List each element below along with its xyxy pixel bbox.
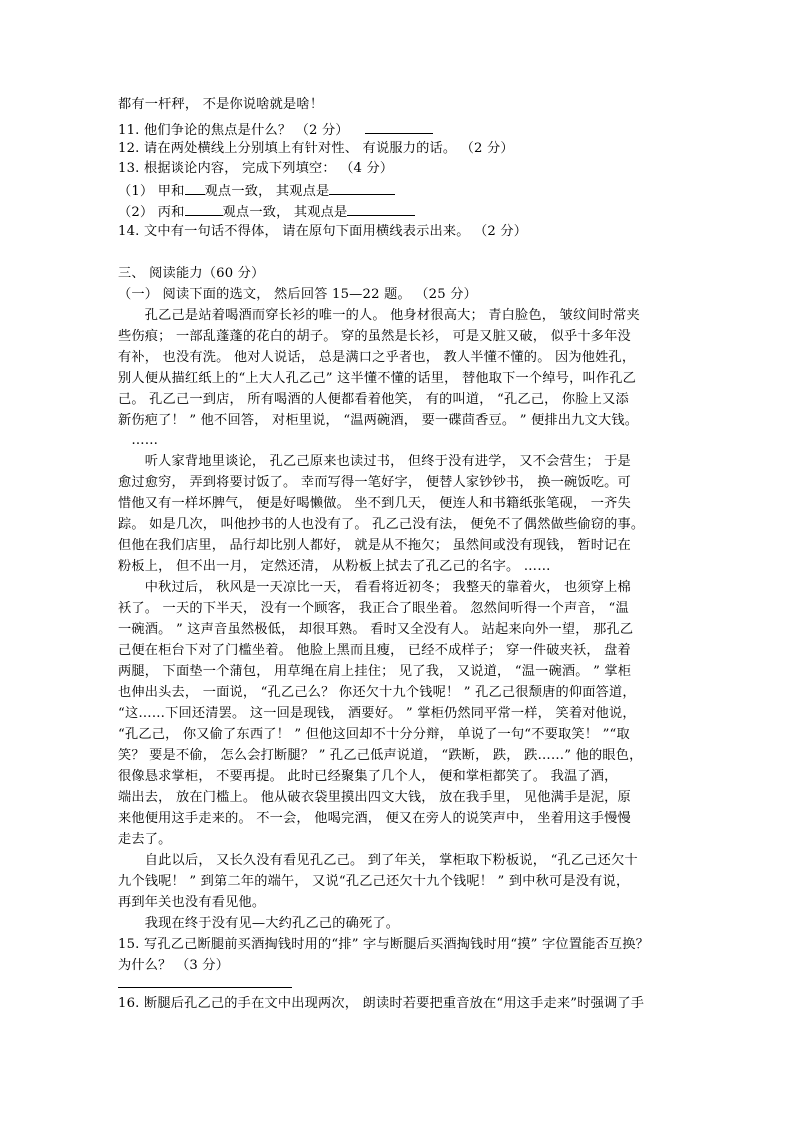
part-heading: （一） 阅读下面的选文， 然后回答 15—22 题。 （25 分） — [118, 287, 478, 302]
q13-2-suffix: 观点一致， 其观点是 — [222, 205, 348, 220]
passage-line: 听人家背地里谈论， 孔乙己原来也读过书， 但终于没有进学， 又不会营生； 于是 — [118, 454, 631, 469]
question-15-line-1: 15. 写孔乙己断腿前买酒掏钱时用的“排” 字与断腿后买酒掏钱时用“摸” 字位置能否互换？ — [118, 937, 650, 952]
passage-line: 己便在柜台下对了门槛坐着。 他脸上黑而且瘦， 已经不成样子； 穿一件破夹袄， 盘着 — [118, 643, 631, 658]
passage-line: “这……下回还清罢。 这一回是现钱， 酒要好。 ” 掌柜仍然同平常一样， 笑着对他说， — [118, 706, 636, 721]
passage-line: 惜他又有一样坏脾气， 便是好喝懒做。 坐不到几天， 便连人和书籍纸张笔砚， 一齐失 — [118, 496, 631, 511]
passage-line: 端出去， 放在门槛上。 他从破衣袋里摸出四文大钱， 放在我手里， 见他满手是泥，原 — [118, 790, 631, 805]
passage-line: “孔乙己， 你又偷了东西了！ ” 但他这回却不十分分辩， 单说了一句“不要取笑！ ”“取 — [118, 727, 630, 742]
passage-line: 再到年关也没有看见他。 — [118, 895, 266, 910]
passage-line: 我现在终于没有见—大约孔乙己的确死了。 — [118, 916, 400, 931]
passage-line: 九个钱呢！ ” 到第二年的端午， 又说“孔乙己还欠十九个钱呢！ ” 到中秋可是没有说， — [118, 874, 630, 889]
answer-blank — [329, 180, 395, 195]
question-15-line-2: 为什么？ （3 分） — [118, 958, 230, 973]
passage-line: 中秋过后， 秋风是一天凉比一天， 看看将近初冬； 我整天的靠着火， 也须穿上棉 — [118, 580, 631, 595]
passage-line: 来他便用这手走来的。 不一会， 他喝完酒， 便又在旁人的说笑声中， 坐着用这手慢慢 — [118, 811, 631, 826]
question-14: 14. 文中有一句话不得体， 请在原句下面用横线表示出来。 （2 分） — [118, 224, 528, 239]
passage-line: 新伤疤了！ ” 他不回答， 对柜里说， “温两碗酒， 要一碟茴香豆。 ” 便排出九文大钱。 — [118, 413, 639, 428]
q13-1-prefix: （1） 甲和 — [118, 184, 185, 199]
question-13-item-1 — [118, 180, 395, 202]
answer-blank — [185, 180, 205, 195]
section-heading: 三、 阅读能力（60 分） — [118, 266, 265, 281]
answer-blank — [347, 201, 415, 216]
passage-line: 踪。 如是几次， 叫他抄书的人也没有了。 孔乙己没有法， 便免不了偶然做些偷窃的事。 — [118, 517, 645, 532]
question-12: 12. 请在两处横线上分别填上有针对性、 有说服力的话。 （2 分） — [118, 141, 514, 156]
question-13: 13. 根据谈论内容， 完成下列填空： （4 分） — [118, 161, 394, 176]
answer-blank — [365, 119, 433, 134]
passage-line: 自此以后， 又长久没有看见孔乙己。 到了年关， 掌柜取下粉板说， “孔乙己还欠十 — [118, 853, 638, 868]
passage-line: 别人便从描红纸上的“上大人孔乙己” 这半懂不懂的话里， 替他取下一个绰号，叫作孔乙 — [118, 371, 637, 386]
passage-line: 袄了。 一天的下半天， 没有一个顾客， 我正合了眼坐着。 忽然间听得一个声音， “温 — [118, 601, 629, 616]
passage-line: 些伤痕； 一部乱蓬蓬的花白的胡子。 穿的虽然是长衫， 可是又脏又破， 似乎十多年没 — [118, 329, 631, 344]
intro-tail-text: 都有一杆秤， 不是你说啥就是啥！ — [118, 97, 324, 112]
question-16: 16. 断腿后孔乙己的手在文中出现两次， 朗读时若要把重音放在“用这手走来”时强调了手 — [118, 996, 645, 1011]
passage-line: 一碗酒。 ” 这声音虽然极低， 却很耳熟。 看时又全没有人。 站起来向外一望， 那孔乙 — [118, 622, 634, 637]
passage-line: 也伸出头去， 一面说， “孔乙己么？ 你还欠十九个钱呢！ ” 孔乙己很颓唐的仰面答道， — [118, 685, 636, 700]
passage-line: 孔乙己是站着喝酒而穿长衫的唯一的人。 他身材很高大； 青白脸色， 皱纹间时常夹 — [118, 308, 640, 323]
passage-line: 愈过愈穷， 弄到将要讨饭了。 幸而写得一笔好字， 便替人家钞钞书， 换一碗饭吃。可 — [118, 475, 631, 490]
passage-line: 有补， 也没有洗。 他对人说话， 总是满口之乎者也， 教人半懂不懂的。 因为他姓孔， — [118, 350, 636, 365]
answer-blank — [185, 201, 223, 216]
question-11-text: 11. 他们争论的焦点是什么？ （2 分） — [118, 123, 349, 138]
passage-line: 笑？ 要是不偷， 怎么会打断腿？ ” 孔乙己低声说道， “跌断， 跌， 跌……” 他的眼色， — [118, 748, 643, 763]
passage-line: 走去了。 — [118, 832, 172, 847]
passage-ellipsis: …… — [118, 433, 159, 448]
question-13-item-2 — [118, 201, 415, 223]
passage-line: 己。 孔乙己一到店， 所有喝酒的人便都看着他笑， 有的叫道， “孔乙己， 你脸上又添 — [118, 392, 629, 407]
passage-line: 两腿， 下面垫一个蒲包， 用草绳在肩上挂住； 见了我， 又说道， “温一碗酒。 ” 掌柜 — [118, 664, 632, 679]
q13-2-prefix: （2） 丙和 — [118, 205, 185, 220]
answer-line — [118, 987, 292, 988]
q13-1-suffix: 观点一致， 其观点是 — [204, 184, 330, 199]
passage-line: 很像恳求掌柜， 不要再提。 此时已经聚集了几个人， 便和掌柜都笑了。 我温了酒， — [118, 769, 618, 784]
passage-line: 粉板上， 但不出一月， 定然还清， 从粉板上拭去了孔乙己的名字。 …… — [118, 559, 551, 574]
question-11 — [118, 119, 433, 141]
passage-line: 但他在我们店里， 品行却比别人都好， 就是从不拖欠； 虽然间或没有现钱， 暂时记在 — [118, 538, 631, 553]
